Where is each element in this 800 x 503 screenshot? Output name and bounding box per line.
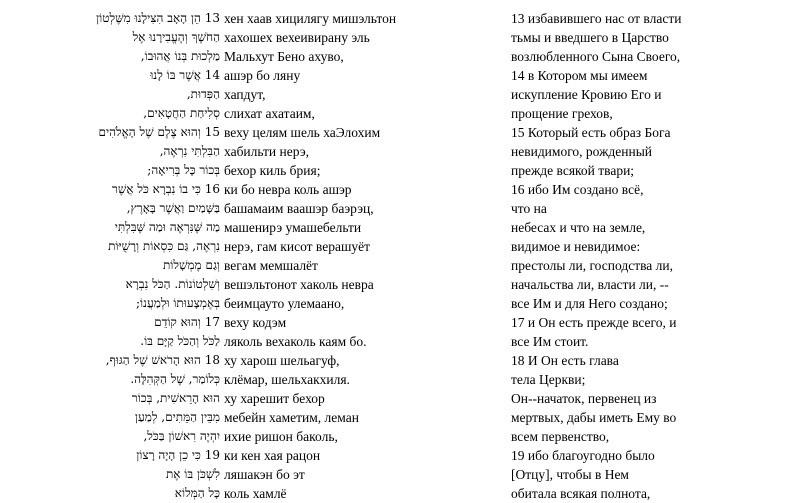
transliteration-line: ляколь вехаколь каям бо. <box>224 334 367 349</box>
hebrew-line: 19 כִּי כֵן הָיָה רָצוֹן <box>136 448 220 462</box>
transliteration-line: вегам мемшалёт <box>224 258 318 273</box>
transliteration-line: веху кодэм <box>224 315 287 330</box>
russian-line: видимое и невидимое: <box>511 239 641 254</box>
hebrew-line: הַפְּדוּת, <box>186 87 220 101</box>
hebrew-line: מִבֵּין הַמֵּתִים, לְמַעַן <box>134 410 220 424</box>
russian-line: Он--начаток, первенец из <box>511 391 657 406</box>
russian-line: тела Церкви; <box>511 372 586 387</box>
transliteration-line: хабильти нерэ, <box>224 144 310 159</box>
transliteration-line: ху харош шельагуф, <box>224 353 340 368</box>
hebrew-line: מַלְכוּת בְּנוֹ אֲהוּבוֹ, <box>140 49 220 63</box>
transliteration-line: ляшакэн бо эт <box>224 467 305 482</box>
russian-line: все Им и для Него создано; <box>511 296 668 311</box>
russian-line: 14 в Котором мы имеем <box>511 68 648 83</box>
russian-line: что на <box>511 201 547 216</box>
transliteration-line: ки бо невра коль ашэр <box>224 182 352 197</box>
transliteration-line: коль хамлё <box>224 486 287 501</box>
russian-line: всем первенство, <box>511 429 610 444</box>
hebrew-line: בַּשָּׁמַיִם וַאֲשֶׁר בָּאָרֶץ, <box>126 201 220 215</box>
hebrew-line: כָּל הַמְּלוֹא <box>174 486 220 500</box>
russian-line: искупление Кровию Его и <box>511 87 662 102</box>
transliteration-line: хахошех вехеивирану эль <box>224 30 370 45</box>
russian-line: начальства ли, власти ли, -- <box>511 277 669 292</box>
hebrew-line: מַה שֶּׁנִּרְאֶה וּמַה שֶּׁבִּלְתִּי <box>114 220 220 234</box>
transliteration-line: вешэльтонот хаколь невра <box>224 277 374 292</box>
transliteration-line: ки кен хая рацон <box>224 448 321 463</box>
russian-line: тьмы и введшего в Царство <box>511 30 669 45</box>
transliteration-line: беимцауто улемаано, <box>224 296 345 311</box>
hebrew-line: לִשְׁכֹּן בּוֹ אֶת <box>165 467 220 481</box>
hebrew-line: 15 וְהוּא צֶלֶם שֶׁל הָאֱלֹהִים <box>98 125 220 139</box>
russian-line: прощение грехов, <box>511 106 613 121</box>
transliteration-line: нерэ, гам кисот верашуёт <box>224 239 370 254</box>
russian-line: невидимого, рожденный <box>511 144 652 159</box>
russian-translation-column <box>511 9 796 503</box>
transliteration-line: машенирэ умашебельти <box>224 220 362 235</box>
hebrew-line: 13 הֵן הָאָב הִצִּילָנוּ מִשֶּׁלְטוֹן <box>96 11 220 25</box>
hebrew-line: וְשִׁלְטוֹנוֹת. הַכֹּל נִבְרָא <box>125 277 220 291</box>
russian-line: мертвых, дабы иметь Ему во <box>511 410 677 425</box>
hebrew-line: 17 וְהוּא קוֹדֵם <box>154 315 220 329</box>
hebrew-line: בְּאֶמְצָעוּתוֹ וּלְמַעֲנוֹ; <box>135 296 220 310</box>
hebrew-line: סְלִיחַת הַחֲטָאִים, <box>143 106 220 120</box>
transliteration-column <box>224 9 474 503</box>
transliteration-line: хен хаав хицилягу мишэльтон <box>224 11 397 26</box>
transliteration-line: башамаим вaашэр баэрэц, <box>224 201 374 216</box>
russian-line: возлюбленного Сына Своего, <box>511 49 681 64</box>
russian-line: 13 избавившего нас от власти <box>511 11 682 26</box>
hebrew-text-column <box>70 9 220 503</box>
russian-line: все Им стоит. <box>511 334 589 349</box>
russian-line: 19 ибо благоугодно было <box>511 448 655 463</box>
hebrew-line: 14 אֲשֶׁר בּוֹ לָנוּ <box>150 68 220 82</box>
transliteration-line: слихат ахатаим, <box>224 106 315 121</box>
hebrew-line: 16 כִּי בוֹ נִבְרָא כֹּל אֲשֶׁר <box>111 182 220 196</box>
russian-line: обитала всякая полнота, <box>511 486 651 501</box>
transliteration-line: ашэр бо ляну <box>224 68 301 83</box>
russian-line: 17 и Он есть прежде всего, и <box>511 315 677 330</box>
russian-line: небесах и что на земле, <box>511 220 646 235</box>
russian-line: 16 ибо Им создано всё, <box>511 182 644 197</box>
hebrew-line: הַחֹשֶׁךְ וְהֶעֱבִירָנוּ אֶל <box>132 30 220 44</box>
hebrew-line: בְּכוֹר כָּל בְּרִיאָה; <box>147 163 220 177</box>
hebrew-line: הוּא הָרֵאשִׁית, בְּכוֹר <box>131 391 220 405</box>
russian-line: 18 И Он есть глава <box>511 353 619 368</box>
hebrew-line: לַכֹּל וְהַכֹּל קַיָּם בּוֹ. <box>140 334 220 348</box>
russian-line: прежде всякой твари; <box>511 163 635 178</box>
hebrew-line: הַבִּלְתִּי נִרְאֶה, <box>159 144 220 158</box>
transliteration-line: хапдут, <box>224 87 266 102</box>
russian-line: престолы ли, господства ли, <box>511 258 674 273</box>
hebrew-line: וְגַם מֶמְשָׁלוֹת <box>162 258 220 272</box>
russian-line: [Отцу], чтобы в Нем <box>511 467 629 482</box>
transliteration-line: Мальхут Бено ахуво, <box>224 49 344 64</box>
transliteration-line: бехор киль брия; <box>224 163 321 178</box>
hebrew-line: נִרְאֶה, גַּם כִּסְאוֹת וְרָשֻׁיּוֹת <box>108 239 220 253</box>
transliteration-line: веху целям шель хаЭлохим <box>224 125 381 140</box>
transliteration-line: ихие ришон баколь, <box>224 429 338 444</box>
hebrew-line: יִהְיֶה רִאשׁוֹן בַּכֹּל, <box>143 429 220 443</box>
hebrew-line: כְּלוֹמַר, שֶׁל הַקְּהִלָּה. <box>130 372 220 386</box>
hebrew-line: 18 הוּא הָרֹאשׁ שֶׁל הַגּוּף, <box>105 353 220 367</box>
transliteration-line: ху харешит бехор <box>224 391 325 406</box>
russian-line: 15 Который есть образ Бога <box>511 125 671 140</box>
transliteration-line: клёмар, шельхакхиля. <box>224 372 350 387</box>
transliteration-line: мебейн хаметим, леман <box>224 410 359 425</box>
